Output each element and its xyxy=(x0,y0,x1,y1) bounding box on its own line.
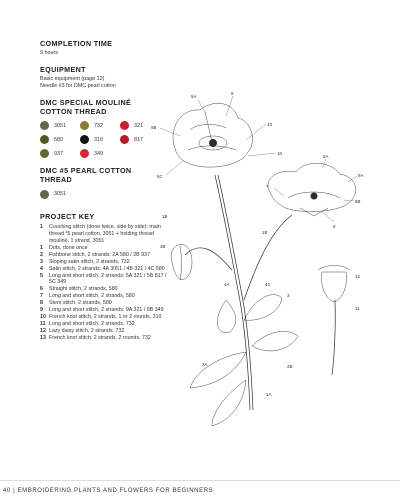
label-7: 7 xyxy=(266,184,269,189)
poppy-seed-pod xyxy=(318,266,350,303)
completion-time-heading: COMPLETION TIME xyxy=(40,39,113,48)
label-13: 13 xyxy=(267,122,272,127)
label-4a: 4A xyxy=(224,282,230,287)
label-4b: 4B xyxy=(160,244,166,249)
key-number: 6 xyxy=(40,286,43,293)
key-number: 8 xyxy=(40,300,43,307)
poppy-seed-head xyxy=(209,139,217,147)
mouline-heading: DMC SPECIAL MOULINÉ xyxy=(40,98,132,108)
footer-text: 40 | EMBROIDERING PLANTS AND FLOWERS FOR BEGINNERS xyxy=(3,488,214,494)
key-text: Dots, done once xyxy=(49,244,88,251)
leaf-4c xyxy=(244,295,282,321)
label-12: 12 xyxy=(355,274,360,279)
label-4c: 4C xyxy=(265,282,271,287)
thread-code: 817 xyxy=(134,136,143,143)
key-number: 5 xyxy=(40,272,43,279)
thread-code: 310 xyxy=(94,136,103,143)
page-footer xyxy=(0,480,400,501)
equipment-line: Basic equipment (page 12) xyxy=(40,76,105,83)
leader-7 xyxy=(274,188,284,196)
side-stem-right xyxy=(244,215,292,300)
equipment-heading: EQUIPMENT xyxy=(40,65,86,75)
key-text: Stem stitch, 2 strands, 580 xyxy=(49,300,112,307)
mouline-heading-line2: COTTON THREAD xyxy=(40,106,107,116)
main-stem-outline xyxy=(218,175,253,410)
thread-code: 349 xyxy=(94,150,103,157)
side-poppy-base xyxy=(300,208,328,216)
leader-5b xyxy=(160,128,180,136)
key-number: 1 xyxy=(40,244,43,251)
side-poppy-center xyxy=(311,193,318,200)
label-5a: 5A xyxy=(191,94,197,99)
label-10: 10 xyxy=(277,151,282,156)
label-11: 11 xyxy=(355,306,360,311)
main-stem xyxy=(215,175,250,410)
leader-5c xyxy=(166,160,184,175)
leaf-4a xyxy=(217,300,236,333)
poppy-petals-outline xyxy=(173,103,253,167)
key-text: Long and short stitch, 2 strands, 580 xyxy=(49,293,135,300)
label-2b: 2B xyxy=(287,364,293,369)
leader-6 xyxy=(322,212,334,222)
leader-9b xyxy=(344,200,354,201)
label-5b: 5B xyxy=(151,125,157,130)
poppy-petal-vein xyxy=(205,112,212,142)
key-number: 10 xyxy=(40,313,46,320)
leaf-2a xyxy=(190,352,246,388)
pearl-heading-line2: THREAD xyxy=(40,174,73,184)
thread-code: 321 xyxy=(134,122,143,129)
label-1a: 1A xyxy=(266,392,272,397)
thread-code: 580 xyxy=(54,136,63,143)
thread-code: 732 xyxy=(94,122,103,129)
key-text: Sloping satin stitch, 2 strands, 732 xyxy=(49,258,130,265)
side-poppy-flower xyxy=(268,163,356,216)
key-number: 12 xyxy=(40,327,46,334)
label-5c: 5C xyxy=(157,174,163,179)
key-text: Lazy daisy stitch, 2 strands, 732 xyxy=(49,327,125,334)
key-text: Couching stitch (done twice, side by side): main thread *5 pearl cotton, 3051 + holding thread mouliné, 1 strand, 3051 xyxy=(49,224,161,244)
leader-9 xyxy=(226,96,233,116)
label-1b-lower: 1B xyxy=(262,230,268,235)
project-key-heading: PROJECT KEY xyxy=(40,211,95,221)
key-number: 7 xyxy=(40,293,43,300)
leader-9a xyxy=(348,176,357,182)
key-number: 2 xyxy=(40,251,43,258)
key-text: Straight stitch, 2 strands, 580 xyxy=(49,286,118,293)
key-text: French knot stitch, 2 strands, 2 rounds, 732 xyxy=(49,334,151,341)
label-9a: 9A xyxy=(358,173,364,178)
leader-10 xyxy=(248,153,276,156)
leaves xyxy=(190,295,298,426)
thread-code: 3051 xyxy=(54,122,66,129)
poppy-bud xyxy=(171,244,192,280)
leader-lines xyxy=(160,96,357,222)
thread-code: 3051 xyxy=(54,191,66,198)
seed-pod-crown xyxy=(318,266,350,271)
label-5a-right: 5A xyxy=(323,154,329,159)
label-6: 6 xyxy=(333,224,336,229)
leaf-lower xyxy=(212,380,246,426)
key-text: Fishbone stitch, 2 strands: 2A 580 / 2B 937 xyxy=(49,251,150,258)
equipment-line: Needle #3 for DMC pearl cotton xyxy=(40,83,116,90)
leader-5a-right xyxy=(322,159,326,168)
seed-pod-stem xyxy=(332,300,335,375)
label-9: 9 xyxy=(231,91,234,96)
pearl-heading: DMC #5 PEARL COTTON xyxy=(40,166,132,176)
key-text: Satin stitch, 2 strands: 4A 3051 / 4B 321 / 4C 580 xyxy=(49,265,165,272)
leaf-2b xyxy=(252,331,298,351)
key-number: 3 xyxy=(40,258,43,265)
label-3: 3 xyxy=(287,293,290,298)
label-1b: 1B xyxy=(162,214,168,219)
label-2a: 2A xyxy=(202,362,208,367)
side-poppy-petals xyxy=(268,163,356,211)
key-number: 11 xyxy=(40,320,46,327)
label-9b: 9B xyxy=(355,199,361,204)
bud-seam xyxy=(180,246,182,280)
key-number: 4 xyxy=(40,265,43,272)
seed-pod-body xyxy=(322,272,347,302)
key-number: 9 xyxy=(40,307,43,314)
thread-code: 937 xyxy=(54,150,63,157)
key-number: 13 xyxy=(40,334,46,341)
key-text: Long and short stitch, 2 strands: 9A 321 / 9B 349 xyxy=(49,307,164,314)
leader-5a xyxy=(198,100,206,114)
stems xyxy=(185,175,335,410)
key-number: 1 xyxy=(40,224,43,231)
key-text: French knot stitch, 2 strands, 1 or 2 rounds, 310 xyxy=(49,313,162,320)
key-text: Long and short stitch, 2 strands, 732 xyxy=(49,320,135,327)
main-poppy-flower xyxy=(173,103,253,167)
key-text: Long and short stitch, 2 strands: 5A 321 / 5B 817 / 5C 349 xyxy=(49,272,167,286)
completion-time-value: 9 hours xyxy=(40,50,58,57)
